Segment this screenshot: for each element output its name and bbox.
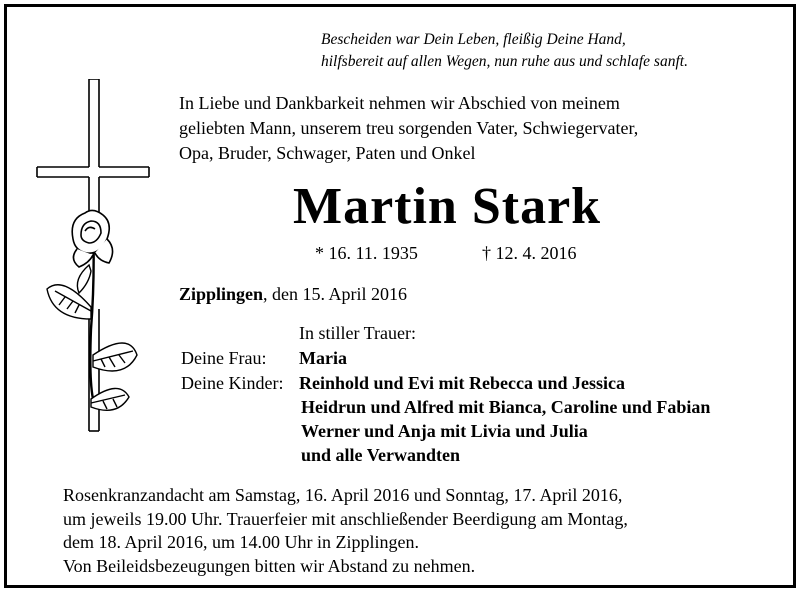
service-line-2: um jeweils 19.00 Uhr. Trauerfeier mit anschließender Beerdigung am Montag, bbox=[63, 508, 628, 529]
children-line-3: Werner und Anja mit Livia und Julia bbox=[301, 421, 588, 441]
children-line-2: Heidrun und Alfred mit Bianca, Caroline und Fabian bbox=[301, 397, 711, 417]
wife-name: Maria bbox=[299, 348, 347, 368]
service-line-3: dem 18. April 2016, um 14.00 Uhr in Zipplingen. bbox=[63, 532, 419, 552]
intro-line-3: Opa, Bruder, Schwager, Paten und Onkel bbox=[179, 143, 476, 163]
children-label: Deine Kinder: bbox=[181, 373, 284, 393]
motto-verse bbox=[321, 29, 688, 73]
dateline-place: Zipplingen bbox=[179, 284, 264, 304]
mourning-heading: In stiller Trauer: bbox=[299, 323, 416, 343]
birth-date: * 16. 11. 1935 bbox=[315, 243, 418, 263]
dateline bbox=[179, 284, 407, 305]
service-line-4: Von Beileidsbezeugungen bitten wir Abstand zu nehmen. bbox=[63, 555, 476, 576]
intro-line-1: In Liebe und Dankbarkeit nehmen wir Abschied von meinem bbox=[179, 93, 620, 113]
service-line-1: Rosenkranzandacht am Samstag, 16. April 2016 und Sonntag, 17. April 2016, bbox=[63, 485, 623, 505]
wife-label: Deine Frau: bbox=[181, 348, 267, 368]
death-date: † 12. 4. 2016 bbox=[482, 243, 577, 263]
children-line-1: Reinhold und Evi mit Rebecca und Jessica bbox=[299, 373, 626, 393]
deceased-name: Martin Stark bbox=[293, 178, 602, 235]
intro-text bbox=[179, 91, 638, 166]
motto-line-2: hilfsbereit auf allen Wegen, nun ruhe aus und schlafe sanft. bbox=[321, 53, 688, 70]
children-line-4: und alle Verwandten bbox=[301, 445, 461, 465]
intro-line-2: geliebten Mann, unserem treu sorgenden Vater, Schwiegervater, bbox=[179, 118, 639, 138]
service-info bbox=[63, 484, 628, 578]
obituary-notice bbox=[4, 4, 796, 588]
cross-with-rose-icon bbox=[33, 79, 163, 459]
dateline-date: , den 15. April 2016 bbox=[263, 284, 408, 304]
motto-line-1: Bescheiden war Dein Leben, fleißig Deine Hand, bbox=[321, 31, 626, 48]
